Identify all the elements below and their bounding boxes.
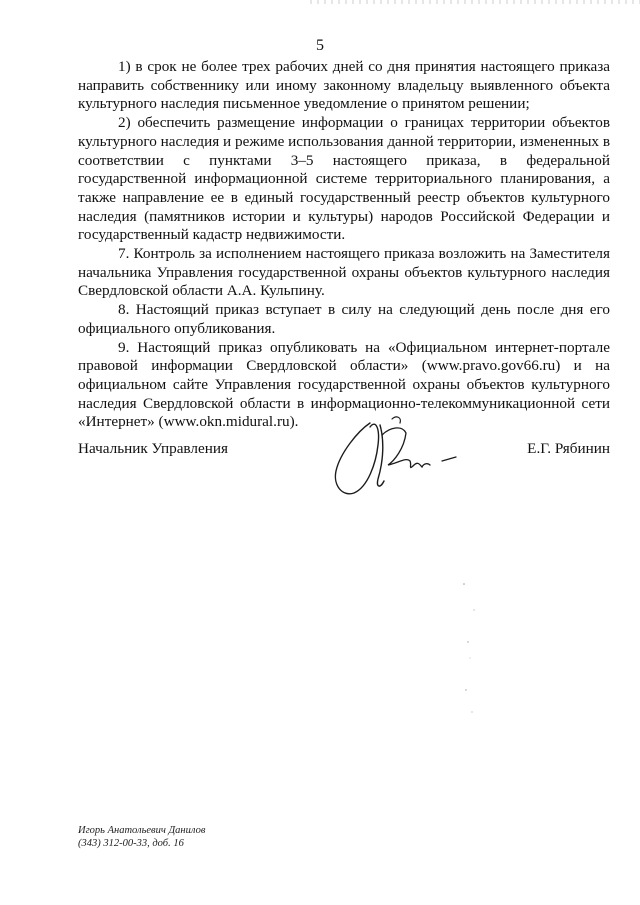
paragraph-item-8: 8. Настоящий приказ вступает в силу на следующий день после дня его официального опубликования. xyxy=(78,301,610,337)
executor-footer xyxy=(78,824,205,850)
page-number: 5 xyxy=(316,37,324,54)
signatory-title: Начальник Управления xyxy=(78,440,228,457)
scan-specks xyxy=(452,580,492,720)
paragraph-item-2: 2) обеспечить размещение информации о границах территории объектов культурного наследия и режиме использования данной территории, измененных в соответствии с пунктами 3–5 настоящего приказа, в федеральной государственной информационной системе территориального планирования, а также направление ее в единый государственный реестр объектов культурного наследия (памятников истории и культуры) народов Российской Федерации и государственный кадастр недвижимости. xyxy=(78,114,610,244)
executor-phone: (343) 312-00-33, доб. 16 xyxy=(78,838,184,849)
scan-artifact xyxy=(310,0,640,4)
paragraph-item-7: 7. Контроль за исполнением настоящего приказа возложить на Заместителя начальника Управления государственной охраны объектов культурного наследия Свердловской области А.А. Кульпину. xyxy=(78,245,610,300)
signatory-name: Е.Г. Рябинин xyxy=(527,440,610,457)
executor-name: Игорь Анатольевич Данилов xyxy=(78,825,206,836)
paragraph-item-9: 9. Настоящий приказ опубликовать на «Официальном интернет-портале правовой информации Свердловской области» (www.pravo.gov66.ru) и на официальном сайте Управления государственной охраны объектов культурного наследия Свердловской области в информационно-телекоммуникационной сети «Интернет» (www.okn.midural.ru). xyxy=(78,338,610,431)
handwritten-signature xyxy=(318,405,468,505)
paragraph-item-1: 1) в срок не более трех рабочих дней со дня принятия настоящего приказа направить собственнику или иному законному владельцу выявленного объекта культурного наследия письменное уведомление о принятом решении; xyxy=(78,58,610,113)
document-body xyxy=(78,58,610,432)
